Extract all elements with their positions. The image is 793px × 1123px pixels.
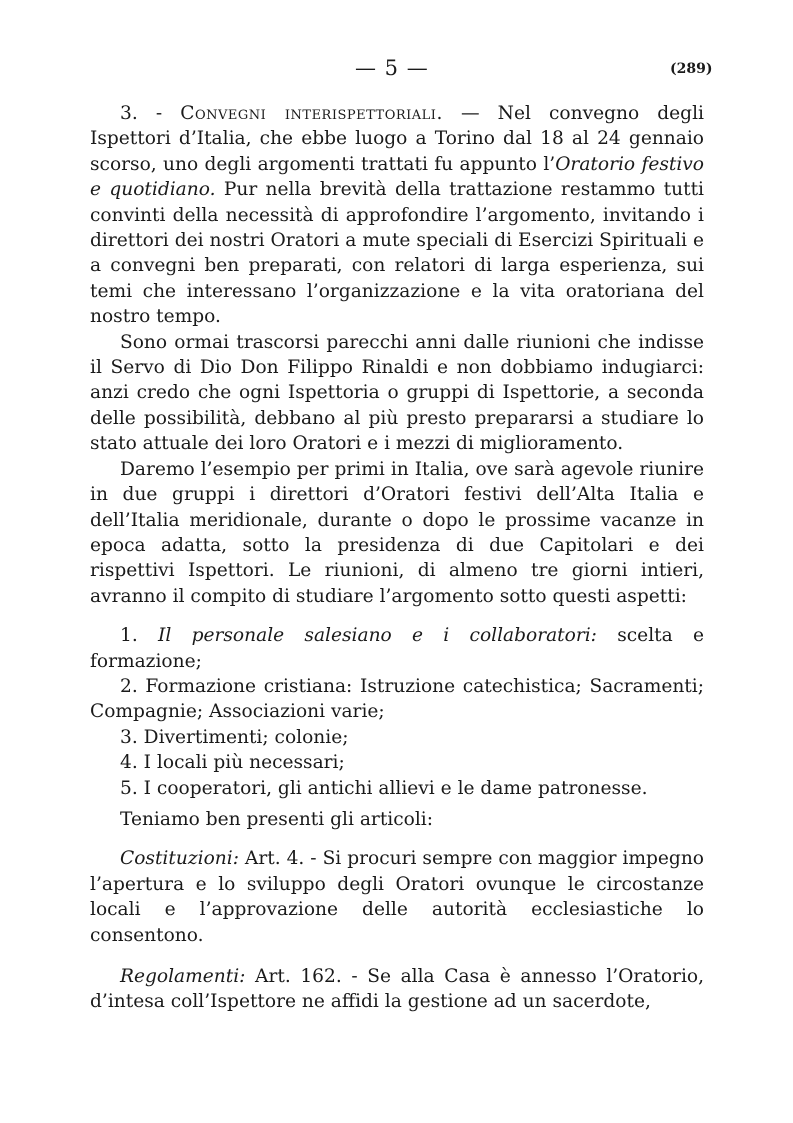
paragraph-2: Sono ormai trascorsi parecchi anni dalle riunioni che indisse il Servo di Dio Don Filippo Rinaldi e non dobbiamo indugiarci: anzi credo che ogni Ispettoria o gruppi di Ispettorie, a seconda delle possibilità, debbano al più presto prepararsi a studiare lo stato attuale dei loro Oratori e i mezzi di miglioramento.: [90, 331, 704, 455]
paragraph-1-italic: Oratorio festivo e quotidiano.: [90, 153, 704, 201]
page-number: — 5 —: [355, 56, 429, 80]
section-number: 3. -: [120, 103, 163, 124]
list-item-text: scelta e formazione;: [90, 625, 704, 672]
section-dash: —: [460, 103, 480, 124]
list-item-number: 2.: [120, 675, 138, 697]
list-item-text: Formazione cristiana: Istruzione catechistica; Sacramenti; Compagnie; Associazioni varie;: [90, 675, 704, 723]
list-item-number: 3.: [120, 726, 138, 748]
paragraph-3: Daremo l’esempio per primi in Italia, ove sarà agevole riunire in due gruppi i direttori d’Oratori festivi dell’Alta Italia e dell’Italia meridionale, durante o dopo le prossime vacanze in epoca adatta, sotto la presidenza di due Capitolari e dei rispettivi Ispettori. Le riunioni, di almeno tre giorni intieri, avranno il compito di studiare l’argomento sotto questi aspetti:: [90, 458, 704, 607]
list-item: [90, 750, 704, 775]
articles-intro: Teniamo ben presenti gli articoli:: [120, 808, 434, 830]
list-item: [90, 776, 704, 801]
paragraph-1: [90, 101, 704, 330]
paragraph-1-rest: Pur nella brevità della trattazione restammo tutti convinti della necessità di approfondire l’argomento, invitando i direttori dei nostri Oratori a mute speciali di Esercizi Spirituali e a convegni ben preparati, con relatori di larga esperienza, sui temi che interessano l’organizzazione e la vita oratoriana del nostro tempo.: [90, 179, 704, 328]
list-item: [90, 725, 704, 750]
costituzioni-text: Art. 4. - Si procuri sempre con maggior impegno l’apertura e lo sviluppo degli Oratori ovunque le circostanze locali e l’approvazione delle autorità ecclesiastiche lo consentono.: [90, 848, 704, 946]
list-item-number: 5.: [120, 777, 138, 799]
list-item-text: I locali più necessari;: [143, 752, 345, 774]
list-item-number: 1.: [120, 625, 138, 647]
list-item-text: I cooperatori, gli antichi allievi e le dame patronesse.: [143, 777, 648, 799]
list-item-number: 4.: [120, 752, 138, 774]
page-header: [0, 56, 793, 84]
list-item: [90, 623, 704, 674]
costituzioni-label: Costituzioni:: [120, 848, 239, 870]
regolamenti-label: Regolamenti:: [120, 966, 246, 987]
page-reference: (289): [670, 61, 713, 77]
list-item: [90, 674, 704, 725]
regolamenti-article: [90, 964, 704, 1015]
aspects-list: [90, 623, 704, 801]
list-item-text: Divertimenti; colonie;: [143, 726, 349, 748]
section-title: Convegni interispettoriali.: [180, 103, 443, 124]
body-text: [90, 101, 704, 1015]
regolamenti-text: Art. 162. - Se alla Casa è annesso l’Oratorio, d’intesa coll’Ispettore ne affidi la gestione ad un sacerdote,: [90, 966, 704, 1013]
list-item-italic: Il personale salesiano e i collaboratori:: [158, 625, 597, 647]
paragraph-1-text: Nel convegno degli Ispettori d’Italia, che ebbe luogo a Torino dal 18 al 24 gennaio scorso, uno degli argomenti trattati fu appunto l’: [90, 103, 704, 175]
costituzioni-article: [90, 846, 704, 948]
